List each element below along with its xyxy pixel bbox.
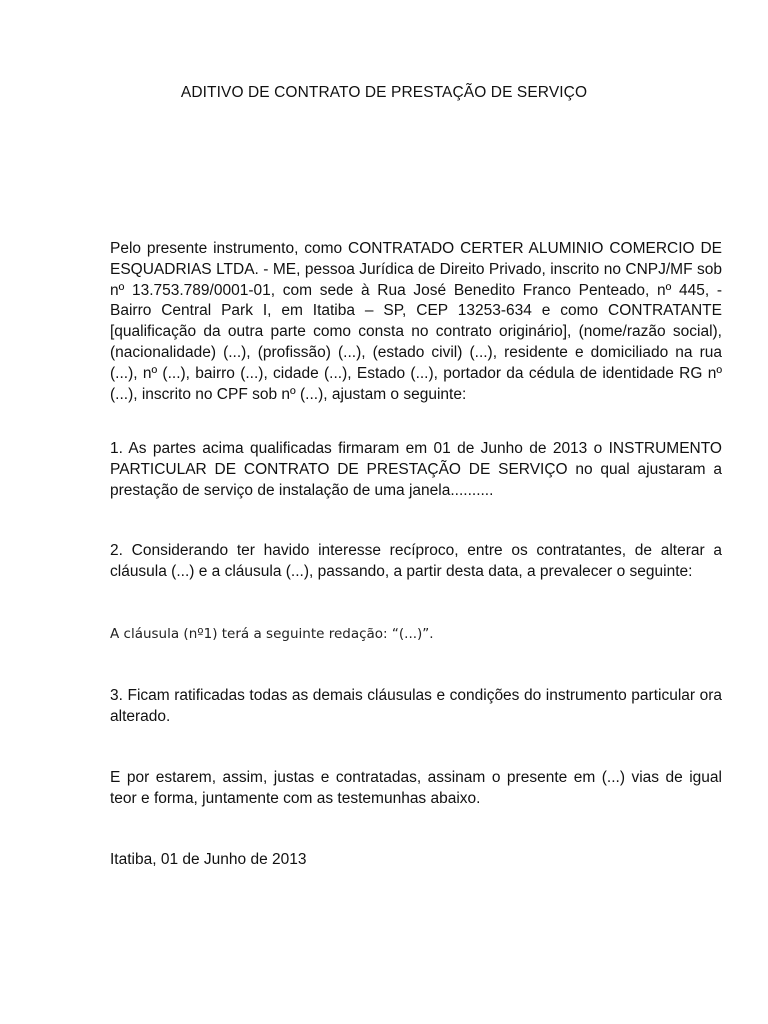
clause-amendment-note: A cláusula (nº1) terá a seguinte redação: “(...)”.: [110, 626, 434, 642]
clause-1-paragraph: 1. As partes acima qualificadas firmaram em 01 de Junho de 2013 o INSTRUMENTO PARTICULAR DE CONTRATO DE PRESTAÇÃO DE SERVIÇO no qual ajustaram a prestação de serviço de instalação de uma janela..........: [110, 440, 722, 499]
intro-paragraph: Pelo presente instrumento, como CONTRATADO CERTER ALUMINIO COMERCIO DE ESQUADRIAS LTDA. - ME, pessoa Jurídica de Direito Privado, inscrito no CNPJ/MF sob nº 13.753.789/0001-01, com sede à Rua José Benedito Franco Penteado, nº 445, - Bairro Central Park I, em Itatiba – SP, CEP 13253-634 e como CONTRATANTE [qualificação da outra parte como consta no contrato originário], (nome/razão social), (nacionalidade) (...), (profissão) (...), (estado civil) (...), residente e domiciliado na rua (...), nº (...), bairro (...), cidade (...), Estado (...), portador da cédula de identidade RG nº (...), inscrito no CPF sob nº (...), ajustam o seguinte:: [110, 240, 722, 403]
clause-2-paragraph: 2. Considerando ter havido interesse recíproco, entre os contratantes, de alterar a cláusula (...) e a cláusula (...), passando, a partir desta data, a prevalecer o seguinte:: [110, 542, 722, 580]
closing-paragraph: E por estarem, assim, justas e contratadas, assinam o presente em (...) vias de igual teor e forma, juntamente com as testemunhas abaixo.: [110, 769, 722, 807]
document-title: ADITIVO DE CONTRATO DE PRESTAÇÃO DE SERVIÇO: [180, 84, 588, 101]
clause-3-paragraph: 3. Ficam ratificadas todas as demais cláusulas e condições do instrumento particular ora alterado.: [110, 687, 722, 725]
place-and-date: Itatiba, 01 de Junho de 2013: [110, 851, 307, 868]
